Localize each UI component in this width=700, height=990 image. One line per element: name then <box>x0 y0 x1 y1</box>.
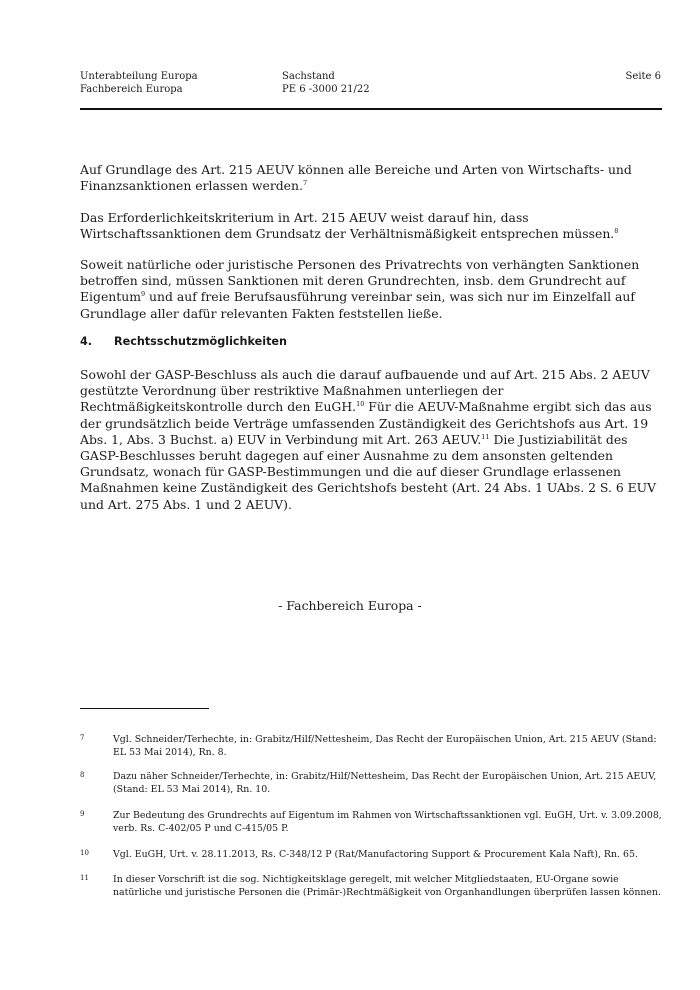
footnote-ref-8[interactable]: 8 <box>614 227 619 236</box>
paragraph-4-text-b: Für die AEUV-Maßnahme ergibt sich das aus der grundsätzlich beide Verträge umfassenden Zuständigkeit des Gerichtshofs aus Art. 19 Abs. 1, Abs. 3 Buchst. a) EUV in Verbindung mit Art. 263 AEUV. <box>80 399 652 447</box>
section-heading <box>80 335 287 348</box>
footnote-text: In dieser Vorschrift ist die sog. Nichtigkeitsklage geregelt, mit welcher Mitgliedstaaten, EU-Organe sowie natürliche und juristische Personen die (Primär-)Rechtmäßigkeit von Organhandlungen überprüfen lassen können. <box>113 874 661 899</box>
header-subdivision: Unterabteilung Europa <box>80 71 198 82</box>
header-document-reference: PE 6 -3000 21/22 <box>282 84 370 95</box>
closing-signature: - Fachbereich Europa - <box>278 598 422 613</box>
header-document-info <box>282 70 370 96</box>
footnote-number: 11 <box>80 874 89 882</box>
footnote-divider <box>80 708 209 709</box>
footnote-ref-7[interactable]: 7 <box>302 179 308 188</box>
footnote-number: 10 <box>80 849 89 857</box>
footnote-number: 8 <box>80 771 85 779</box>
paragraph-1 <box>80 162 662 194</box>
footnote-number: 9 <box>80 810 85 818</box>
header-division: Fachbereich Europa <box>80 84 183 95</box>
footnote-ref-9[interactable]: 9 <box>140 290 146 299</box>
header-department <box>80 70 198 96</box>
paragraph-2-text: Das Erforderlichkeitskriterium in Art. 215 AEUV weist darauf hin, dass Wirtschaftssanktionen dem Grundsatz der Verhältnismäßigkeit entsprechen müssen. <box>80 210 615 242</box>
paragraph-4-text-c: Die Justiziabilität des GASP-Beschlusses beruht dagegen auf einer Ausnahme zu dem ansonsten geltenden Grundsatz, wonach für GASP-Bestimmungen und die auf dieser Grundlage erlassenen Maßnahmen keine Zuständigkeit des Gerichtshofs besteht (Art. 24 Abs. 1 UAbs. 2 S. 6 EUV und Art. 275 Abs. 1 und 2 AEUV). <box>80 431 657 512</box>
footnote-ref-10[interactable]: 10 <box>356 400 365 409</box>
footnote-text: Vgl. Schneider/Terhechte, in: Grabitz/Hilf/Nettesheim, Das Recht der Europäischen Union, Art. 215 AEUV (Stand: EL 53 Mai 2014), Rn. 8. <box>113 734 657 759</box>
paragraph-4 <box>80 367 662 513</box>
paragraph-1-text: Auf Grundlage des Art. 215 AEUV können alle Bereiche und Arten von Wirtschafts- und Finanzsanktionen erlassen werden. <box>80 162 632 194</box>
paragraph-3-text-a: Soweit natürliche oder juristische Personen des Privatrechts von verhängten Sanktionen betroffen sind, müssen Sanktionen mit deren Grundrechten, insb. dem Grundrecht auf Eigentum <box>80 257 640 305</box>
section-number: 4. <box>80 335 93 348</box>
paragraph-2 <box>80 210 662 242</box>
footnote-text: Dazu näher Schneider/Terhechte, in: Grabitz/Hilf/Nettesheim, Das Recht der Europäischen Union, Art. 215 AEUV, (Stand: EL 53 Mai 2014), Rn. 10. <box>113 771 657 796</box>
footnote-text: Vgl. EuGH, Urt. v. 28.11.2013, Rs. C-348/12 P (Rat/Manufactoring Support & Procurement Kala Naft), Rn. 65. <box>113 849 638 860</box>
footnote-text: Zur Bedeutung des Grundrechts auf Eigentum im Rahmen von Wirtschaftssanktionen vgl. EuGH, Urt. v. 3.09.2008, verb. Rs. C-402/05 P und C-415/05 P. <box>113 810 662 835</box>
page-number: Seite 6 <box>625 71 661 82</box>
paragraph-3-text-b: und auf freie Berufsausführung vereinbar sein, was sich nur im Einzelfall auf Grundlage aller dafür relevanten Fakten feststellen ließe. <box>80 289 635 321</box>
header-divider <box>80 108 662 110</box>
paragraph-3 <box>80 257 662 322</box>
header-document-type: Sachstand <box>282 71 335 82</box>
footnote-ref-11[interactable]: 11 <box>481 432 490 441</box>
footnote-number: 7 <box>80 734 85 742</box>
paragraph-4-text-a: Sowohl der GASP-Beschluss als auch die darauf aufbauende und auf Art. 215 Abs. 2 AEUV gestützte Verordnung über restriktive Maßnahmen unterliegen der Rechtmäßigkeitskontrolle durch den EuGH. <box>80 367 650 415</box>
section-title: Rechtsschutzmöglichkeiten <box>114 335 287 348</box>
